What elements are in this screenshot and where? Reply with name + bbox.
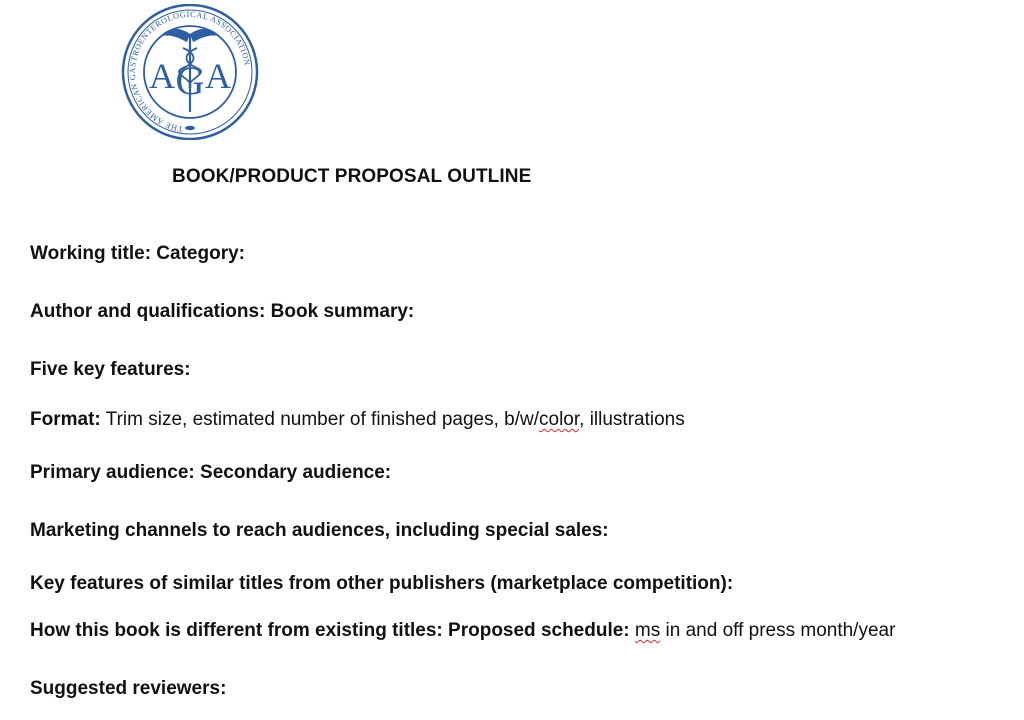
different-label: How this book is different from existing titles: Proposed schedule:: [30, 620, 630, 641]
different-text: in and off press month/year: [660, 620, 896, 641]
line-author-summary: Author and qualifications: Book summary:: [30, 301, 415, 322]
line-audience: Primary audience: Secondary audience:: [30, 462, 392, 483]
line-marketing: Marketing channels to reach audiences, including special sales:: [30, 520, 609, 541]
format-text-2: , illustrations: [579, 409, 685, 430]
seal-ring-text: THE AMERICAN GASTROENTEROLOGICAL ASSOCIATION: [127, 9, 252, 134]
line-format: [30, 409, 685, 431]
format-misspelled-word: color: [539, 409, 580, 430]
different-misspelled-word: ms: [634, 620, 661, 641]
line-different-schedule: [30, 620, 895, 642]
format-text-1: Trim size, estimated number of finished pages, b/w/: [100, 409, 539, 430]
line-key-features: Five key features:: [30, 359, 191, 380]
format-label: Format:: [30, 409, 101, 430]
line-reviewers: Suggested reviewers:: [30, 678, 227, 699]
line-working-title: Working title: Category:: [30, 243, 245, 264]
monogram-a-left: A: [149, 56, 175, 96]
aga-logo: [117, 4, 263, 140]
aga-seal-icon: [117, 4, 263, 140]
document-title: BOOK/PRODUCT PROPOSAL OUTLINE: [172, 166, 532, 187]
monogram-g: G: [175, 58, 205, 103]
monogram-a-right: A: [205, 56, 231, 96]
line-similar-titles: Key features of similar titles from other publishers (marketplace competition):: [30, 573, 734, 594]
